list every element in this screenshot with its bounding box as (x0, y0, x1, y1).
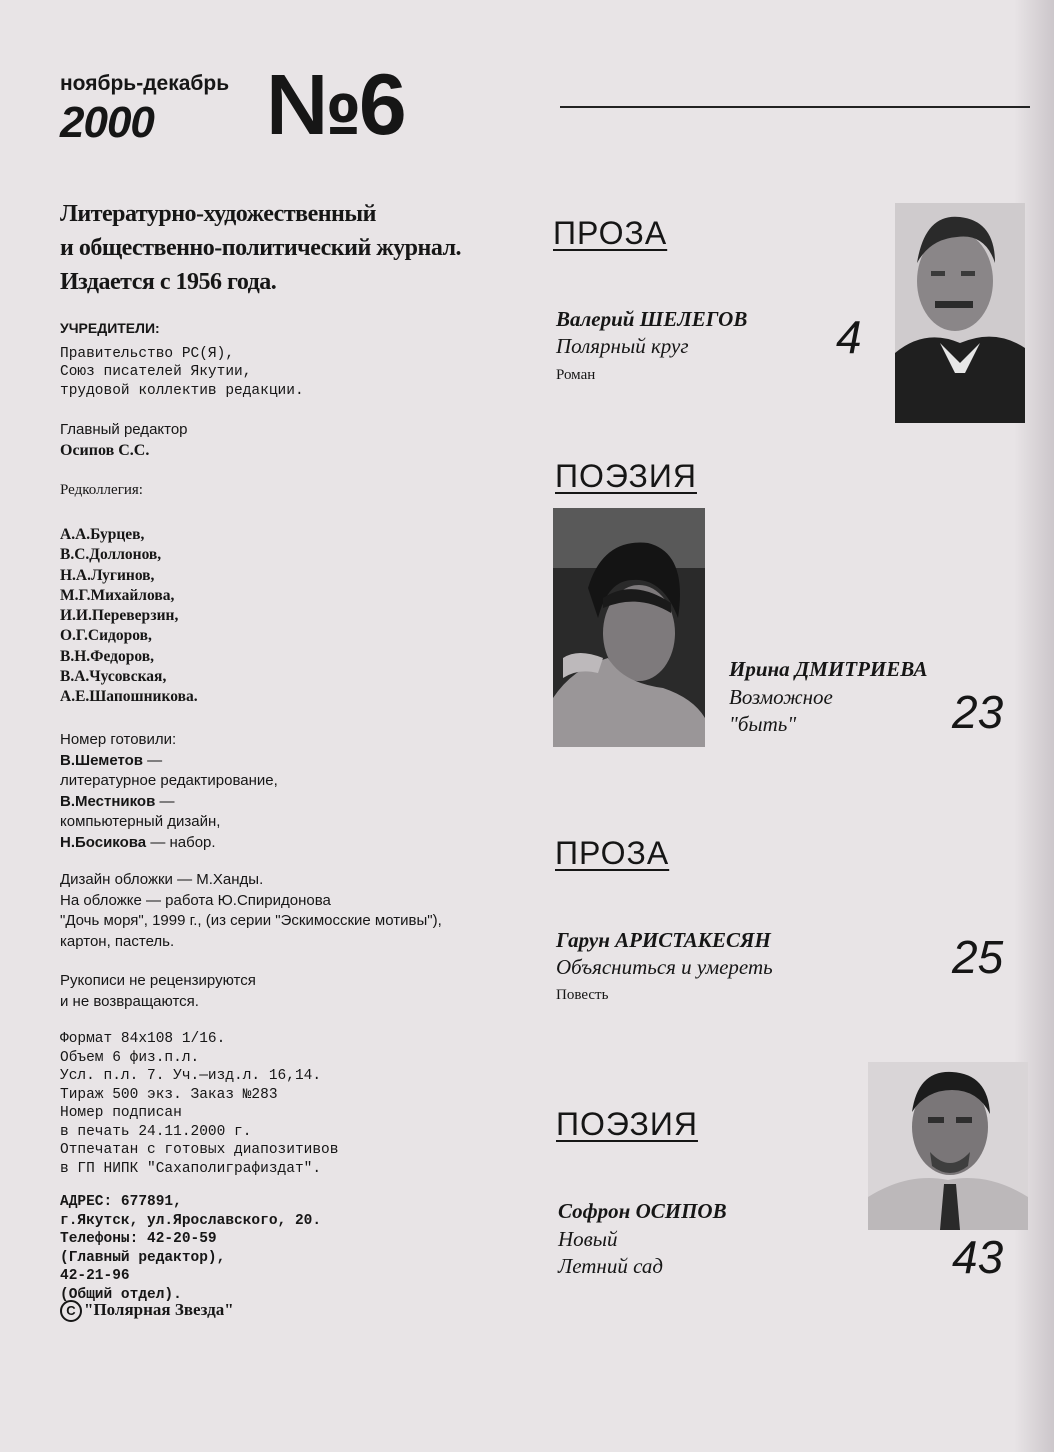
board-label: Редколлегия: (60, 482, 143, 498)
cover-line: "Дочь моря", 1999 г., (из серии "Эскимосские мотивы"), (60, 912, 442, 929)
board-member: Н.А.Лугинов, (60, 566, 155, 584)
prepared-person: В.Местников (60, 792, 156, 810)
header-rule (560, 106, 1030, 108)
board-member: О.Г.Сидоров, (60, 627, 152, 645)
board-member: В.Н.Федоров, (60, 647, 154, 665)
work-genre: Повесть (556, 987, 609, 1003)
tagline-line: и общественно-политический журнал. (60, 235, 462, 261)
notice-line: и не возвращаются. (60, 992, 199, 1010)
print-info (60, 1030, 530, 1178)
cover-info (60, 870, 530, 952)
editor-name: Осипов С.С. (60, 441, 150, 459)
portrait-image (868, 1062, 1028, 1230)
address-line: (Главный редактор), (60, 1249, 226, 1266)
founder-line: трудовой коллектив редакции. (60, 382, 304, 399)
notice-line: Рукописи не рецензируются (60, 972, 256, 989)
print-line: Усл. п.л. 7. Уч.—изд.л. 16,14. (60, 1068, 322, 1084)
author-name: Гарун АРИСТАКЕСЯН (556, 928, 771, 952)
page-number: 4 (836, 311, 862, 363)
board-member: В.С.Доллонов, (60, 546, 162, 564)
editor-label: Главный редактор (60, 421, 188, 438)
print-line: Отпечатан с готовых диапозитивов (60, 1142, 339, 1158)
author-photo (553, 508, 705, 747)
cover-line: На обложке — работа Ю.Спиридонова (60, 891, 331, 909)
work-title: Новый (558, 1227, 618, 1251)
section-heading: ПОЭЗИЯ (555, 458, 697, 494)
copyright (60, 1300, 234, 1322)
founders-label: УЧРЕДИТЕЛИ: (60, 320, 160, 336)
prepared-block: Номер готовили: В.Шеметов — литературное редактирование, В.Местников — компьютерный дизайн, Н.Босикова — набор. (60, 730, 530, 853)
page-number: 43 (952, 1231, 1004, 1283)
issue-number: №6 (266, 57, 404, 153)
author-photo (868, 1062, 1028, 1230)
journal-tagline (60, 197, 530, 299)
prepared-person: В.Шеметов (60, 751, 143, 769)
author-name: Софрон ОСИПОВ (558, 1199, 727, 1223)
founder-line: Союз писателей Якутии, (60, 364, 252, 380)
tagline-line: Литературно-художественный (60, 201, 376, 227)
work-title: Объясниться и умереть (556, 955, 773, 979)
manuscripts-notice (60, 971, 530, 1012)
work-title: "быть" (729, 712, 797, 736)
author-photo (895, 203, 1025, 423)
prepared-role: компьютерный дизайн, (60, 813, 221, 830)
board-member: В.А.Чусовская, (60, 668, 167, 686)
founders-block (60, 318, 530, 400)
editor-block (60, 420, 530, 461)
address-line: г.Якутск, ул.Ярославского, 20. (60, 1212, 322, 1229)
founder-line: Правительство РС(Я), (60, 345, 235, 362)
print-line: Номер подписан (60, 1105, 182, 1121)
prepared-person: Н.Босикова (60, 833, 147, 851)
print-line: Тираж 500 экз. Заказ №283 (60, 1086, 278, 1103)
prepared-label: Номер готовили: (60, 731, 177, 748)
address-block (60, 1193, 530, 1304)
portrait-image (895, 203, 1025, 423)
print-line: Объем 6 физ.п.л. (60, 1049, 200, 1066)
work-genre: Роман (556, 367, 596, 383)
board-member: А.Е.Шапошникова. (60, 688, 198, 706)
copyright-text: "Полярная Звезда" (84, 1300, 234, 1319)
print-line: Формат 84х108 1/16. (60, 1031, 226, 1047)
section-heading: ПРОЗА (555, 835, 670, 871)
portrait-image (553, 508, 705, 747)
author-name: Валерий ШЕЛЕГОВ (556, 307, 748, 331)
work-title: Возможное (729, 685, 833, 709)
print-line: в ГП НИПК "Сахаполиграфиздат". (60, 1160, 322, 1177)
issue-year: 2000 (60, 98, 154, 147)
print-line: в печать 24.11.2000 г. (60, 1123, 252, 1140)
prepared-role: набор. (169, 833, 216, 851)
address-line: 42-21-96 (60, 1268, 130, 1284)
copyright-icon: C (60, 1300, 82, 1322)
issue-months: ноябрь-декабрь (60, 72, 230, 95)
section-heading: ПРОЗА (553, 215, 668, 251)
address-line: АДРЕС: 677891, (60, 1194, 182, 1210)
board-members (60, 525, 530, 708)
prepared-role: литературное редактирование, (60, 772, 278, 789)
page-number: 23 (952, 686, 1004, 738)
board-member: М.Г.Михайлова, (60, 586, 175, 604)
address-line: (Общий отдел). (60, 1286, 182, 1303)
work-title: Летний сад (558, 1254, 663, 1278)
board-member: А.А.Бурцев, (60, 526, 145, 543)
address-line: Телефоны: 42-20-59 (60, 1231, 217, 1247)
tagline-line: Издается с 1956 года. (60, 269, 277, 295)
work-title: Полярный круг (556, 334, 689, 358)
cover-line: картон, пастель. (60, 932, 175, 950)
board-member: И.И.Переверзин, (60, 607, 179, 625)
author-name: Ирина ДМИТРИЕВА (729, 657, 928, 681)
section-heading: ПОЭЗИЯ (556, 1106, 698, 1142)
page-number: 25 (952, 931, 1004, 983)
cover-line: Дизайн обложки — М.Ханды. (60, 871, 264, 888)
